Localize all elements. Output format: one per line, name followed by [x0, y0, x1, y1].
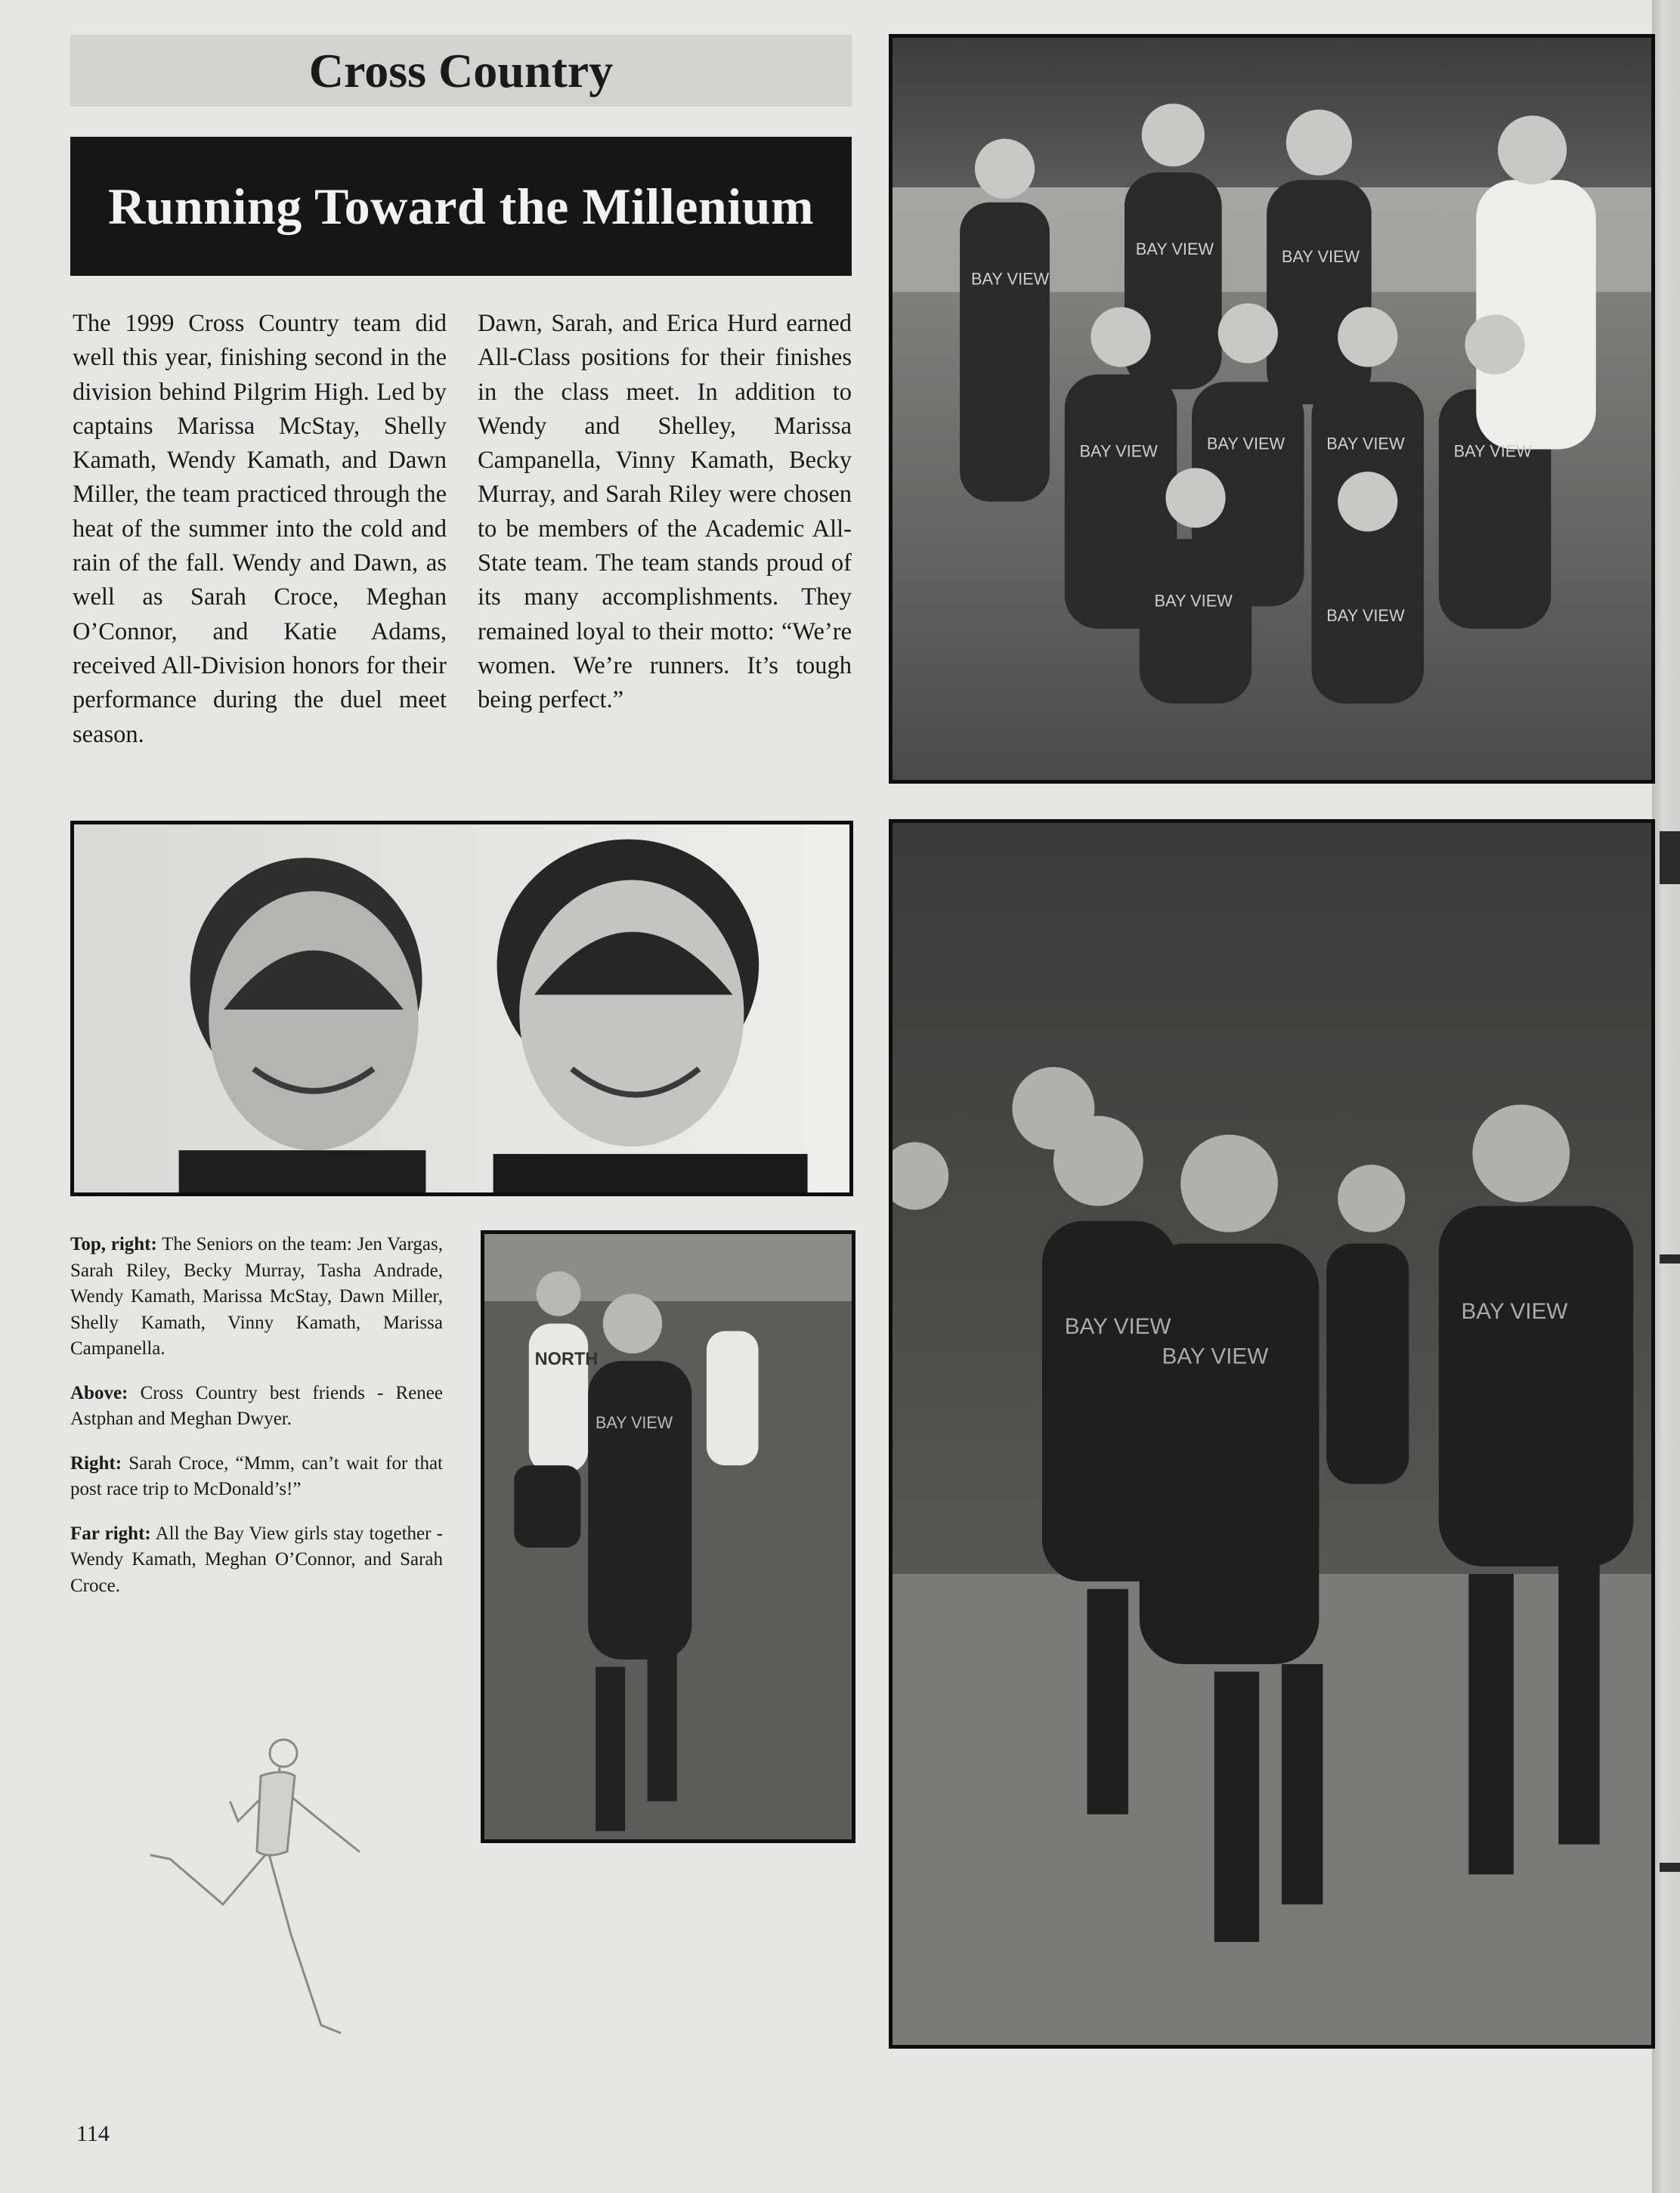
headline: Running Toward the Millenium	[107, 177, 815, 235]
next-page-edge-rule	[1660, 1254, 1680, 1264]
caption-text: The Seniors on the team: Jen Vargas, Sarah Riley, Becky Murray, Tasha Andrade, Wendy Kamath, Marissa McStay, Dawn Miller, Shelly Kamath, Vinny Kamath, Marissa Campanella.	[70, 1234, 443, 1359]
caption-label: Top, right:	[70, 1234, 157, 1254]
jersey-text: BAY VIEW	[1135, 240, 1214, 259]
caption-label: Right:	[70, 1452, 122, 1474]
jersey-text: BAY VIEW	[1162, 1344, 1269, 1369]
article-column-1: The 1999 Cross Country team did well this year, finishing second in the division behind Pilgrim High. Led by captains Marissa McStay, Shelly Kamath, Wendy Kamath, and Dawn Miller, the team practiced through the heat of the summer into the cold and rain of the fall. Wendy and Dawn, as well as Sarah Croce, Meghan O’Connor, and Katie Adams, received All-Division honors for their performance during the duel meet season.	[73, 310, 447, 748]
caption-text: Cross Country best friends - Renee Astphan and Meghan Dwyer.	[70, 1382, 443, 1429]
jersey-text: BAY VIEW	[1064, 1313, 1171, 1339]
caption-label: Above:	[70, 1382, 128, 1403]
best-friends-photo	[70, 821, 853, 1196]
jersey-text: BAY VIEW	[1079, 441, 1158, 461]
caption-far-right	[70, 1521, 443, 1600]
caption-text: Sarah Croce, “Mmm, can’t wait for that post race trip to McDonald’s!”	[70, 1452, 443, 1499]
rival-jersey-text: NORTH	[534, 1349, 599, 1369]
jersey-text: BAY VIEW	[970, 269, 1050, 289]
jersey-text: BAY VIEW	[1154, 591, 1233, 611]
caption-text: All the Bay View girls stay together - Wendy Kamath, Meghan O’Connor, and Sarah Croce.	[70, 1523, 443, 1596]
headline-bar	[70, 137, 852, 276]
jersey-text: BAY VIEW	[595, 1412, 673, 1432]
runner-photo	[481, 1230, 855, 1843]
next-page-edge-rule	[1660, 1863, 1680, 1872]
jersey-text: BAY VIEW	[1461, 1298, 1568, 1324]
caption-above	[70, 1381, 443, 1433]
jersey-text: BAY VIEW	[1326, 606, 1405, 626]
photo-captions	[70, 1232, 443, 1617]
jersey-text: BAY VIEW	[1453, 441, 1532, 461]
page-number: 114	[76, 2121, 110, 2146]
jersey-text: BAY VIEW	[1281, 246, 1360, 266]
race-photo	[889, 819, 1655, 2049]
caption-top-right	[70, 1232, 443, 1363]
next-page-edge-tab	[1660, 831, 1680, 884]
article-column-2: Dawn, Sarah, and Erica Hurd earned All-Class positions for their finishes in the class meet. In addition to Wendy and Shelley, Marissa Campanella, Vinny Kamath, Becky Murray, and Sarah Riley were chosen to be members of the Academic All-State team. The team stands proud of its many accomplishments. They remained loyal to their motto: “We’re women. We’re runners. It’s tough being perfect.”	[478, 310, 852, 714]
jersey-text: BAY VIEW	[1326, 434, 1405, 453]
caption-right	[70, 1451, 443, 1503]
section-banner	[70, 35, 852, 107]
runner-sketch-illustration	[140, 1731, 382, 2055]
jersey-text: BAY VIEW	[1206, 434, 1286, 453]
section-title: Cross Country	[308, 43, 614, 97]
caption-label: Far right:	[70, 1523, 151, 1544]
team-photo	[889, 34, 1655, 784]
